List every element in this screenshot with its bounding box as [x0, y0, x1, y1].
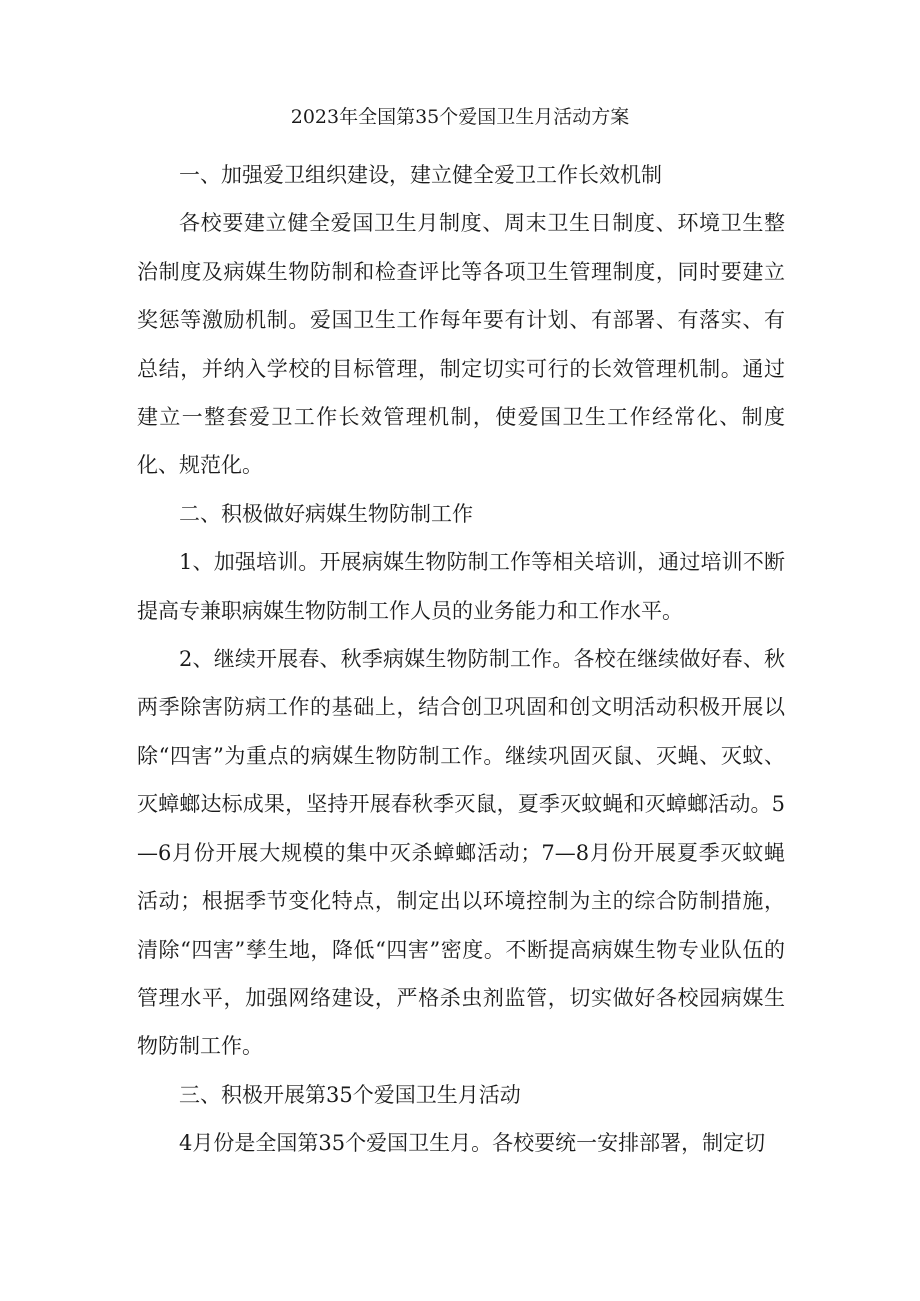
section-heading-3: 三、积极开展第35个爱国卫生月活动 — [179, 1082, 521, 1107]
section-heading-1: 一、加强爱卫组织建设，建立健全爱卫工作长效机制 — [179, 163, 662, 187]
paragraph-training: 1、加强培训。开展病媒生物防制工作等相关培训，通过培训不断提高专兼职病媒生物防制工作人员的业务能力和工作水平。 — [137, 550, 785, 623]
document-body — [137, 151, 785, 1168]
document-title: 2023年全国第35个爱国卫生月活动方案 — [290, 106, 630, 128]
paragraph-organization: 各校要建立健全爱国卫生月制度、周末卫生日制度、环境卫生整治制度及病媒生物防制和检查评比等各项卫生管理制度，同时要建立奖惩等激励机制。爱国卫生工作每年要有计划、有部署、有落实、有总结，并纳入学校的目标管理，制定切实可行的长效管理机制。通过建立一整套爱卫工作长效管理机制，使爱国卫生工作经常化、制度化、规范化。 — [137, 211, 785, 478]
paragraph-health-month: 4月份是全国第35个爱国卫生月。各校要统一安排部署，制定切 — [179, 1131, 766, 1156]
section-heading-2: 二、积极做好病媒生物防制工作 — [179, 501, 473, 526]
paragraph-vector-control: 2、继续开展春、秋季病媒生物防制工作。各校在继续做好春、秋两季除害防病工作的基础上，结合创卫巩固和创文明活动积极开展以除“四害”为重点的病媒生物防制工作。继续巩固灭鼠、灭蝇、灭蚊、灭蟑螂达标成果，坚持开展春秋季灭鼠，夏季灭蚊蝇和灭蟑螂活动。5—6月份开展大规模的集中灭杀蟑螂活动；7—8月份开展夏季灭蚊蝇活动；根据季节变化特点，制定出以环境控制为主的综合防制措施，清除“四害”孳生地，降低“四害”密度。不断提高病媒生物专业队伍的管理水平，加强网络建设，严格杀虫剂监管，切实做好各校园病媒生物防制工作。 — [137, 647, 785, 1059]
